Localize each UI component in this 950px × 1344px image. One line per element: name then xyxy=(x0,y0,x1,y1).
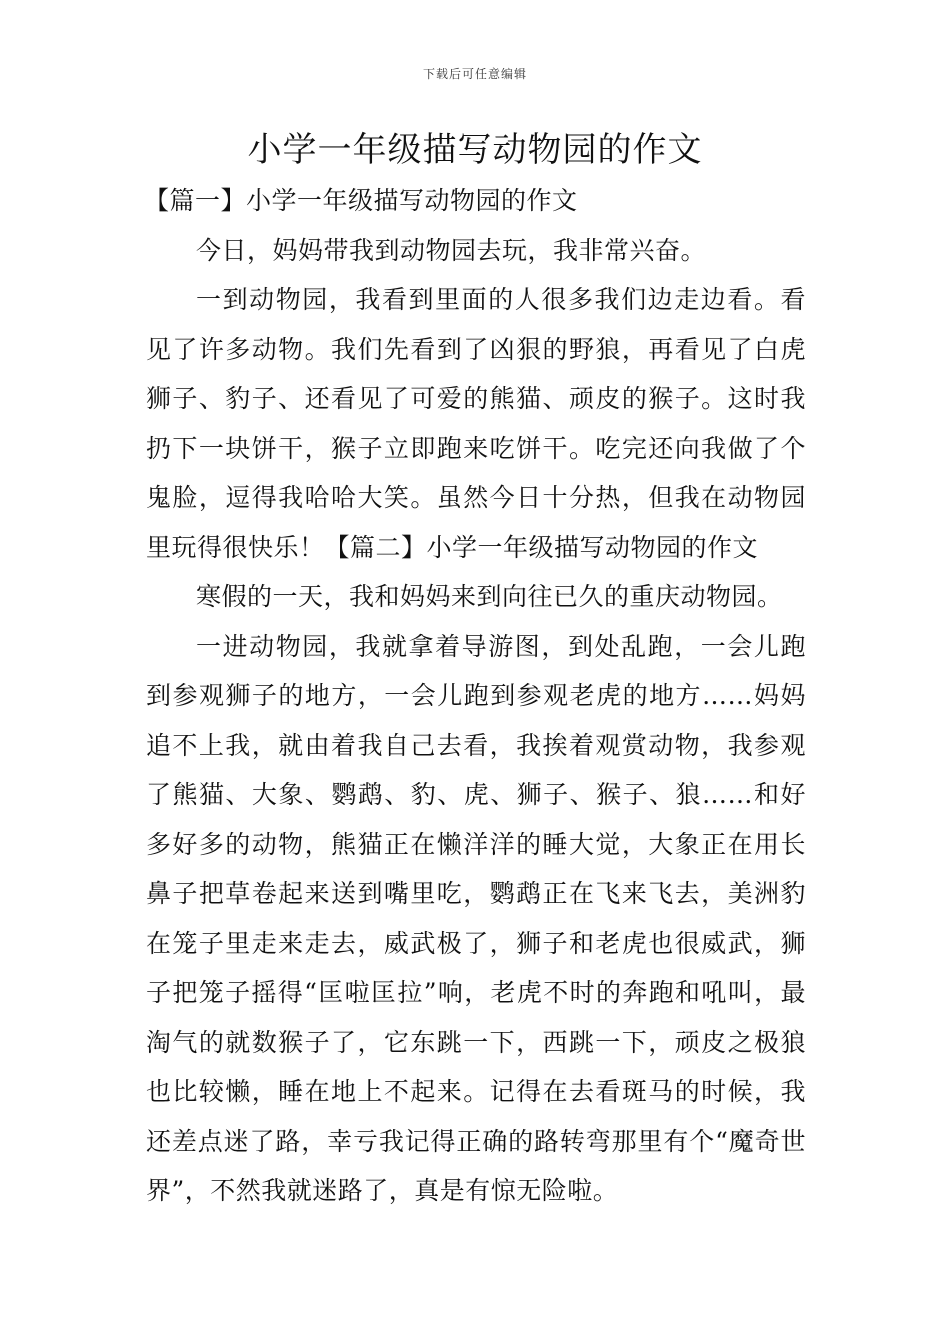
paragraph-4: 一进动物园，我就拿着导游图，到处乱跑，一会儿跑到参观狮子的地方，一会儿跑到参观老虎的地方……妈妈追不上我，就由着我自己去看，我挨着观赏动物，我参观了熊猫、大象、鹦鹉、豹、虎、狮子、猴子、狼……和好多好多的动物，熊猫正在懒洋洋的睡大觉，大象正在用长鼻子把草卷起来送到嘴里吃，鹦鹉正在飞来飞去，美洲豹在笼子里走来走去，威武极了，狮子和老虎也很威武，狮子把笼子摇得“匡啦匡拉”响，老虎不时的奔跑和吼叫，最淘气的就数猴子了，它东跳一下，西跳一下，顽皮之极狼也比较懒，睡在地上不起来。记得在去看斑马的时候，我还差点迷了路，幸亏我记得正确的路转弯那里有个“魔奇世界”，不然我就迷路了，真是有惊无险啦。 xyxy=(146,631,806,1205)
paragraph-3: 寒假的一天，我和妈妈来到向往已久的重庆动物园。 xyxy=(196,582,783,611)
document-body xyxy=(146,176,806,1216)
section-heading-1: 【篇一】小学一年级描写动物园的作文 xyxy=(144,186,578,215)
header-note: 下载后可任意编辑 xyxy=(422,67,527,81)
paragraph-2: 一到动物园，我看到里面的人很多我们边走边看。看见了许多动物。我们先看到了凶狠的野狼，再看见了白虎狮子、豹子、还看见了可爱的熊猫、顽皮的猴子。这时我扔下一块饼干，猴子立即跑来吃饼干。吃完还向我做了个鬼脸，逗得我哈哈大笑。虽然今日十分热，但我在动物园里玩得很快乐！【篇二】小学一年级描写动物园的作文 xyxy=(146,285,806,562)
document-title: 小学一年级描写动物园的作文 xyxy=(247,130,703,170)
paragraph-1: 今日，妈妈带我到动物园去玩，我非常兴奋。 xyxy=(196,235,707,265)
